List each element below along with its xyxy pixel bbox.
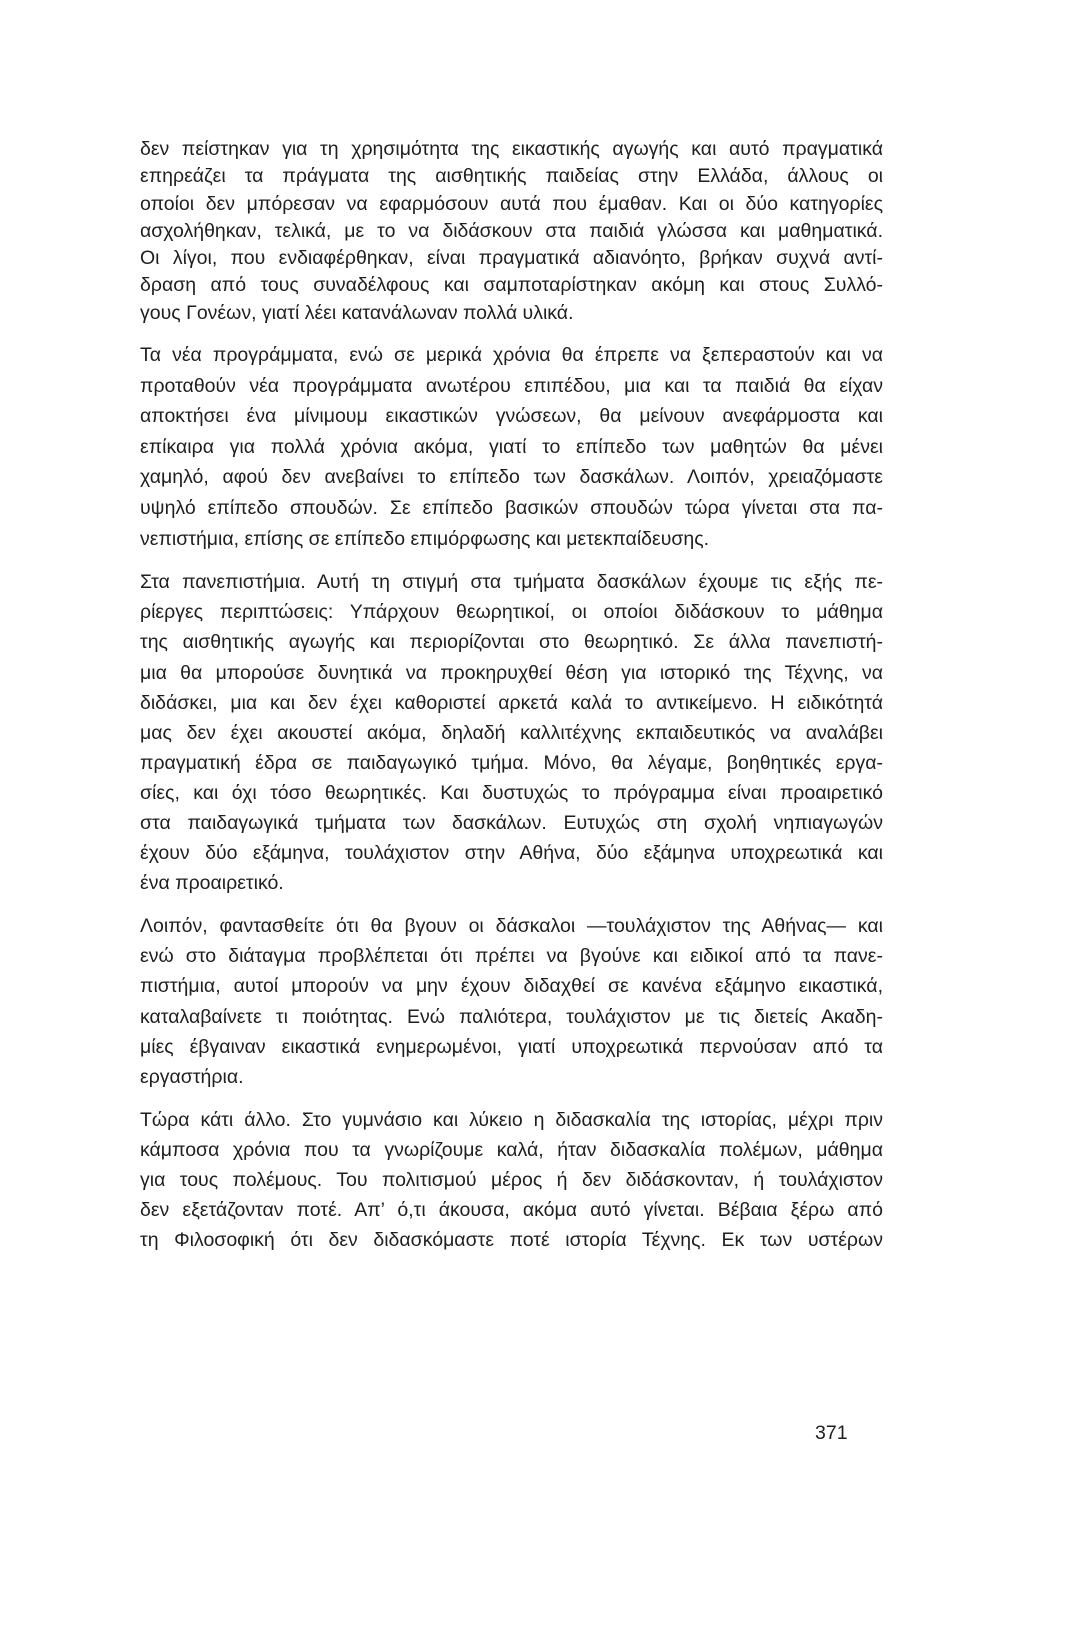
text-line: ρίεργες περιπτώσεις: Υπάρχουν θεωρητικοί, οι οποίοι διδάσκουν το μάθημα — [140, 601, 883, 624]
text-line: πιστήμια, αυτοί μπορούν να μην έχουν διδαχθεί σε κανένα εξάμηνο εικαστικά, — [140, 975, 883, 998]
text-line: οποίοι δεν μπόρεσαν να εφαρμόσουν αυτά που έμαθαν. Και οι δύο κατηγορίες — [140, 192, 883, 215]
text-line: εργαστήρια. — [140, 1065, 244, 1088]
text-line: καταλαβαίνετε τι ποιότητας. Ενώ παλιότερα, τουλάχιστον με τις διετείς Ακαδη- — [140, 1005, 883, 1028]
text-line: γους Γονέων, γιατί λέει κατανάλωναν πολλά υλικά. — [140, 301, 574, 324]
paragraph-4 — [140, 911, 883, 1092]
text-line: στα παιδαγωγικά τμήματα των δασκάλων. Ευτυχώς στη σχολή νηπιαγωγών — [140, 811, 883, 834]
text-line: επηρεάζει τα πράγματα της αισθητικής παιδείας στην Ελλάδα, άλλους οι — [140, 165, 883, 188]
page-body — [140, 136, 883, 1268]
text-line: για τους πολέμους. Του πολιτισμού μέρος ή δεν διδάσκονταν, ή τουλάχιστον — [140, 1169, 883, 1192]
text-line: κάμποσα χρόνια που τα γνωρίζουμε καλά, ήταν διδασκαλία πολέμων, μάθημα — [140, 1138, 883, 1161]
text-line: Λοιπόν, φαντασθείτε ότι θα βγουν οι δάσκαλοι —τουλάχιστον της Αθήνας— και — [140, 915, 883, 938]
text-line: δεν εξετάζονταν ποτέ. Απ’ ό,τι άκουσα, ακόμα αυτό γίνεται. Βέβαια ξέρω από — [140, 1199, 883, 1222]
text-line: διδάσκει, μια και δεν έχει καθοριστεί αρκετά καλά το αντικείμενο. Η ειδικότητά — [140, 691, 883, 714]
text-line: ενώ στο διάταγμα προβλέπεται ότι πρέπει να βγούνε και ειδικοί από τα πανε- — [140, 945, 883, 968]
text-line: Τώρα κάτι άλλο. Στο γυμνάσιο και λύκειο η διδασκαλία της ιστορίας, μέχρι πριν — [140, 1108, 883, 1131]
paragraph-2 — [140, 340, 883, 554]
text-line: ασχολήθηκαν, τελικά, με το να διδάσκουν στα παιδιά γλώσσα και μαθηματικά. — [140, 219, 883, 242]
text-line: δεν πείστηκαν για τη χρησιμότητα της εικαστικής αγωγής και αυτό πραγματικά — [140, 138, 883, 160]
text-line: χαμηλό, αφού δεν ανεβαίνει το επίπεδο των δασκάλων. Λοιπόν, χρειαζόμαστε — [140, 466, 883, 489]
text-line: αποκτήσει ένα μίνιμουμ εικαστικών γνώσεων, θα μείνουν ανεφάρμοστα και — [140, 405, 883, 428]
text-line: ένα προαιρετικό. — [140, 872, 284, 895]
text-line: Στα πανεπιστήμια. Αυτή τη στιγμή στα τμήματα δασκάλων έχουμε τις εξής πε- — [140, 571, 883, 594]
text-line: της αισθητικής αγωγής και περιορίζονται στο θεωρητικό. Σε άλλα πανεπιστή- — [140, 631, 883, 654]
text-line: μια θα μπορούσε δυνητικά να προκηρυχθεί θέση για ιστορικό της Τέχνης, να — [140, 661, 883, 684]
paragraph-1 — [140, 136, 883, 327]
text-line: σίες, και όχι τόσο θεωρητικές. Και δυστυχώς το πρόγραμμα είναι προαιρετικό — [140, 781, 883, 804]
text-line: προταθούν νέα προγράμματα ανωτέρου επιπέδου, μια και τα παιδιά θα είχαν — [140, 374, 883, 397]
text-line: νεπιστήμια, επίσης σε επίπεδο επιμόρφωσης και μετεκπαίδευσης. — [140, 527, 710, 550]
text-line: πραγματική έδρα σε παιδαγωγικό τμήμα. Μόνο, θα λέγαμε, βοηθητικές εργα- — [140, 751, 883, 774]
text-line: υψηλό επίπεδο σπουδών. Σε επίπεδο βασικών σπουδών τώρα γίνεται στα πα- — [140, 497, 883, 520]
paragraph-5 — [140, 1105, 883, 1255]
paragraph-3 — [140, 567, 883, 898]
text-line: έχουν δύο εξάμηνα, τουλάχιστον στην Αθήνα, δύο εξάμηνα υποχρεωτικά και — [140, 842, 883, 865]
text-line: μας δεν έχει ακουστεί ακόμα, δηλαδή καλλιτέχνης εκπαιδευτικός να αναλάβει — [140, 721, 883, 744]
text-line: μίες έβγαιναν εικαστικά ενημερωμένοι, γιατί υποχρεωτικά περνούσαν από τα — [140, 1035, 883, 1058]
text-line: Οι λίγοι, που ενδιαφέρθηκαν, είναι πραγματικά αδιανόητο, βρήκαν συχνά αντί- — [140, 247, 883, 270]
text-line: Τα νέα προγράμματα, ενώ σε μερικά χρόνια θα έπρεπε να ξεπεραστούν και να — [140, 344, 883, 367]
text-line: τη Φιλοσοφική ότι δεν διδασκόμαστε ποτέ ιστορία Τέχνης. Εκ των υστέρων — [140, 1229, 883, 1252]
text-line: δραση από τους συναδέλφους και σαμποταρίστηκαν ακόμη και στους Συλλό- — [140, 274, 883, 297]
text-line: επίκαιρα για πολλά χρόνια ακόμα, γιατί το επίπεδο των μαθητών θα μένει — [140, 435, 883, 458]
page-number: 371 — [815, 1422, 848, 1444]
